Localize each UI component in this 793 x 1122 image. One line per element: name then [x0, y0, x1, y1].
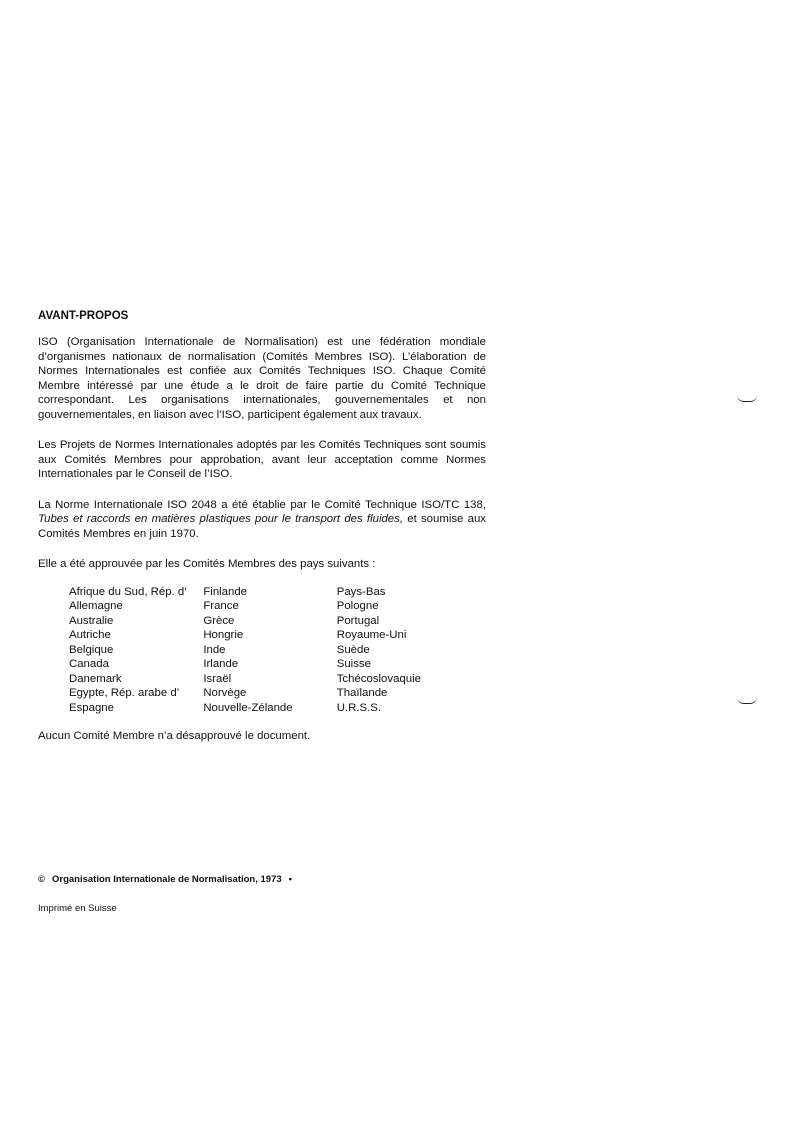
- country-column-2: [203, 585, 336, 716]
- standard-origin-date: et soumise aux Comités Membres en juin 1970.: [38, 513, 486, 540]
- country-item: Suisse: [336, 658, 371, 670]
- country-item: U.R.S.S.: [336, 701, 382, 714]
- country-item: Thaïlande: [336, 687, 388, 699]
- country-item: Finlande: [203, 585, 248, 598]
- country-item: Autriche: [69, 629, 111, 641]
- country-column-1: [69, 585, 203, 716]
- country-item: Allemagne: [69, 600, 123, 612]
- copyright-text: Organisation Internationale de Normalisation, 1973: [52, 874, 282, 885]
- country-item: Grèce: [203, 614, 235, 627]
- country-item: Nouvelle-Zélande: [203, 701, 293, 714]
- country-item: Espagne: [69, 701, 114, 714]
- committee-title: Tubes et raccords en matières plastiques pour le transport des fluides,: [38, 513, 404, 525]
- paragraph-standard-origin: [38, 498, 486, 542]
- country-column-3: [337, 585, 486, 716]
- country-item: Norvège: [203, 687, 247, 699]
- country-item: Pologne: [336, 600, 379, 612]
- page-footer: [38, 874, 292, 914]
- country-item: Suède: [336, 643, 370, 656]
- country-item: France: [203, 600, 239, 612]
- country-item: Belgique: [69, 643, 114, 656]
- foreword-section: [38, 310, 486, 744]
- country-item: Pays-Bas: [336, 585, 386, 598]
- country-item: Canada: [69, 658, 109, 670]
- country-item: Egypte, Rép. arabe d’: [69, 687, 180, 699]
- section-heading: AVANT-PROPOS: [38, 310, 129, 322]
- country-item: Portugal: [336, 614, 380, 627]
- standard-origin-text: La Norme Internationale ISO 2048 a été établie par le Comité Technique ISO/TC 138,: [38, 498, 486, 511]
- margin-mark-icon: [737, 697, 757, 704]
- bullet-icon: •: [288, 874, 292, 885]
- country-item: Danemark: [69, 672, 122, 685]
- country-item: Hongrie: [203, 629, 244, 641]
- margin-mark-icon: [737, 395, 757, 402]
- country-item: Australie: [69, 614, 114, 627]
- country-list: [69, 585, 486, 716]
- country-item: Tchécoslovaquie: [336, 672, 421, 685]
- country-item: Irlande: [203, 658, 239, 670]
- paragraph-approved-by: Elle a été approuvée par les Comités Membres des pays suivants :: [38, 558, 376, 570]
- paragraph-no-disapproval: Aucun Comité Membre n’a désapprouvé le document.: [38, 730, 311, 742]
- country-item: Afrique du Sud, Rép. d’: [69, 585, 187, 598]
- country-item: Israël: [203, 672, 232, 685]
- paragraph-iso-intro: ISO (Organisation Internationale de Normalisation) est une fédération mondiale d’organismes nationaux de normalisation (Comités Membres ISO). L’élaboration de Normes Internationales est confiée aux Comités Techniques ISO. Chaque Comité Membre intéressé par une étude a le droit de faire partie du Comité Technique correspondant. Les organisations internationales, gouvernementales et non gouvernementales, en liaison avec l’ISO, participent également aux travaux.: [38, 336, 486, 421]
- country-item: Royaume-Uni: [336, 629, 407, 641]
- printed-in-text: Imprimé en Suisse: [38, 903, 117, 914]
- paragraph-approval-process: Les Projets de Normes Internationales adoptés par les Comités Techniques sont soumis aux Comités Membres pour approbation, avant leur acceptation comme Normes Internationales par le Conseil de l’ISO.: [38, 439, 486, 480]
- copyright-line: [38, 874, 292, 885]
- copyright-icon: ©: [38, 874, 45, 885]
- country-item: Inde: [203, 643, 226, 656]
